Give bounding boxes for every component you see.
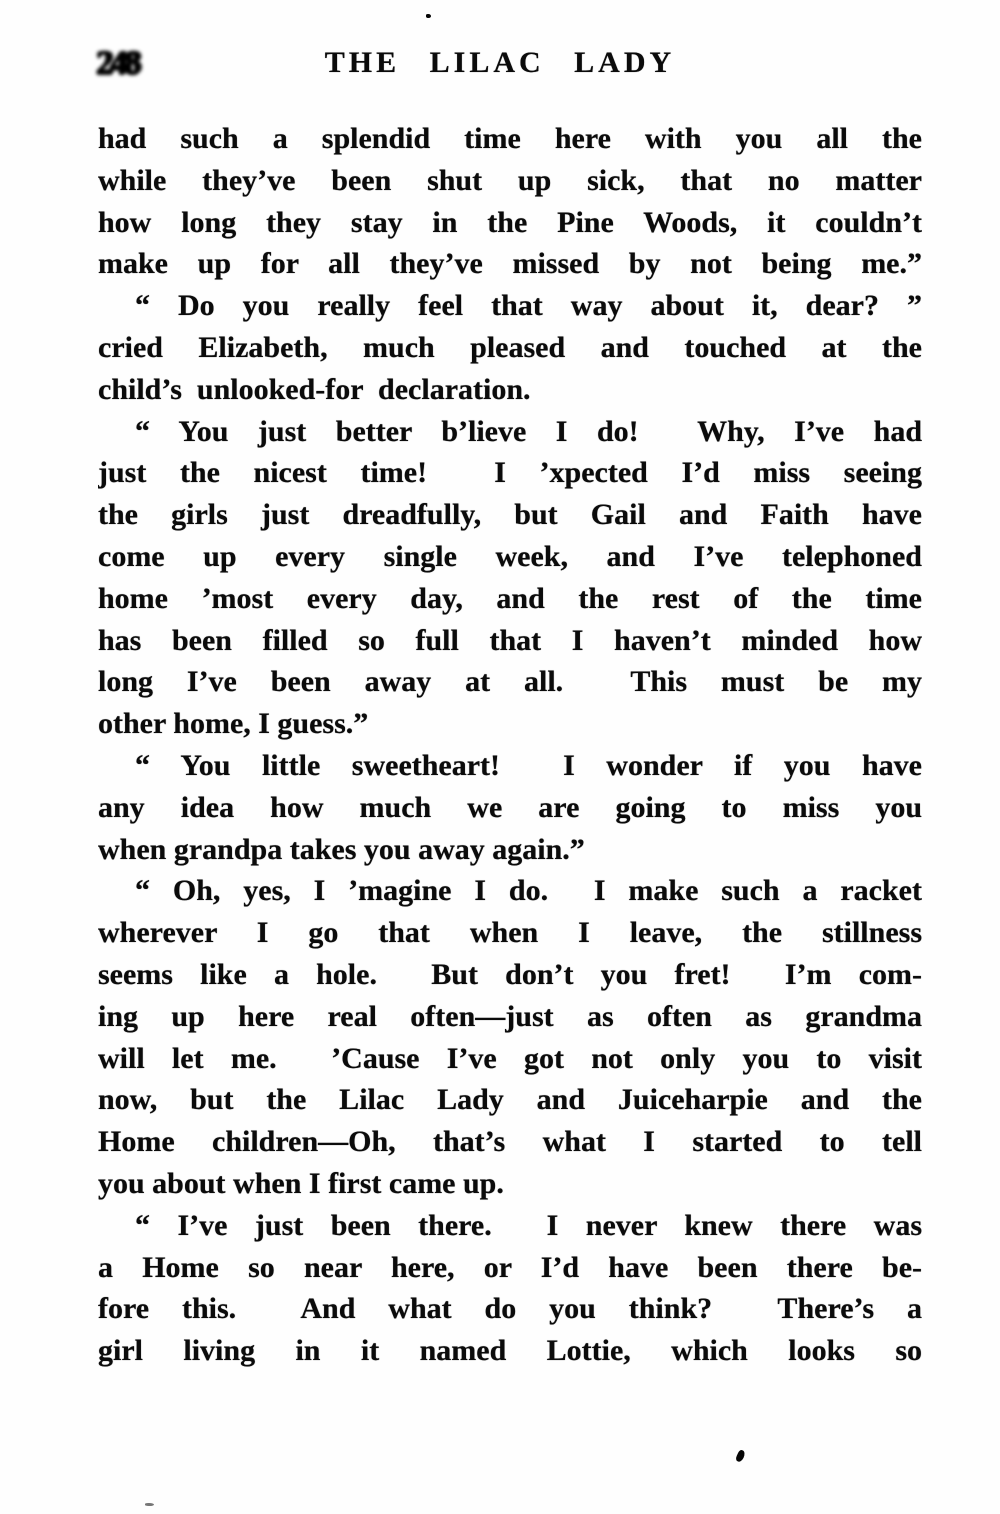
text-line: while they’ve been shut up sick, that no matter: [98, 163, 922, 197]
text-line: “ You just better b’lieve I do! Why, I’ve had: [135, 414, 922, 448]
text-line: long I’ve been away at all. This must be my: [98, 665, 922, 699]
text-line: had such a splendid time here with you all the: [98, 122, 922, 155]
ink-speck-artifact: [426, 14, 431, 18]
text-line: “ You little sweetheart! I wonder if you have: [135, 748, 922, 782]
text-line: come up every single week, and I’ve telephoned: [98, 539, 922, 573]
text-line: Home children—Oh, that’s what I started to tell: [98, 1125, 922, 1159]
text-line: other home, I guess.”: [98, 707, 369, 741]
text-line: “ I’ve just been there. I never knew there was: [135, 1208, 922, 1242]
text-line: “ Do you really feel that way about it, dear? ”: [135, 289, 922, 323]
text-line: seems like a hole. But don’t you fret! I’m com-: [98, 957, 922, 991]
ink-speck-artifact: [735, 1449, 746, 1463]
text-line: a Home so near here, or I’d have been there be-: [98, 1250, 922, 1284]
text-line: “ Oh, yes, I ’magine I do. I make such a racket: [135, 874, 922, 908]
text-line: now, but the Lilac Lady and Juiceharpie and the: [98, 1083, 922, 1117]
text-line: ing up here real often—just as often as grandma: [98, 999, 922, 1033]
text-line: home ’most every day, and the rest of the time: [98, 581, 922, 615]
ink-speck-artifact: [145, 1503, 154, 1506]
text-line: wherever I go that when I leave, the stillness: [98, 916, 922, 950]
text-line: just the nicest time! I ’xpected I’d miss seeing: [98, 456, 922, 490]
text-line: you about when I first came up.: [98, 1166, 504, 1200]
page-title: THE LILAC LADY: [324, 46, 676, 79]
text-line: when grandpa takes you away again.”: [98, 832, 585, 866]
text-line: cried Elizabeth, much pleased and touched at the: [98, 330, 922, 364]
text-line: will let me. ’Cause I’ve got not only you to visit: [98, 1041, 922, 1075]
text-line: has been filled so full that I haven’t minded how: [98, 623, 922, 657]
text-line: how long they stay in the Pine Woods, it couldn’t: [98, 205, 922, 239]
page-number: 248: [96, 44, 138, 81]
text-line: child’s unlooked-for declaration.: [98, 372, 531, 406]
text-line: make up for all they’ve missed by not being me.”: [98, 247, 922, 281]
text-line: girl living in it named Lottie, which looks so: [98, 1334, 922, 1368]
text-line: the girls just dreadfully, but Gail and Faith have: [98, 498, 922, 532]
text-line: any idea how much we are going to miss you: [98, 790, 922, 824]
body-text: [98, 118, 922, 1372]
text-line: fore this. And what do you think? There’s a: [98, 1292, 922, 1326]
